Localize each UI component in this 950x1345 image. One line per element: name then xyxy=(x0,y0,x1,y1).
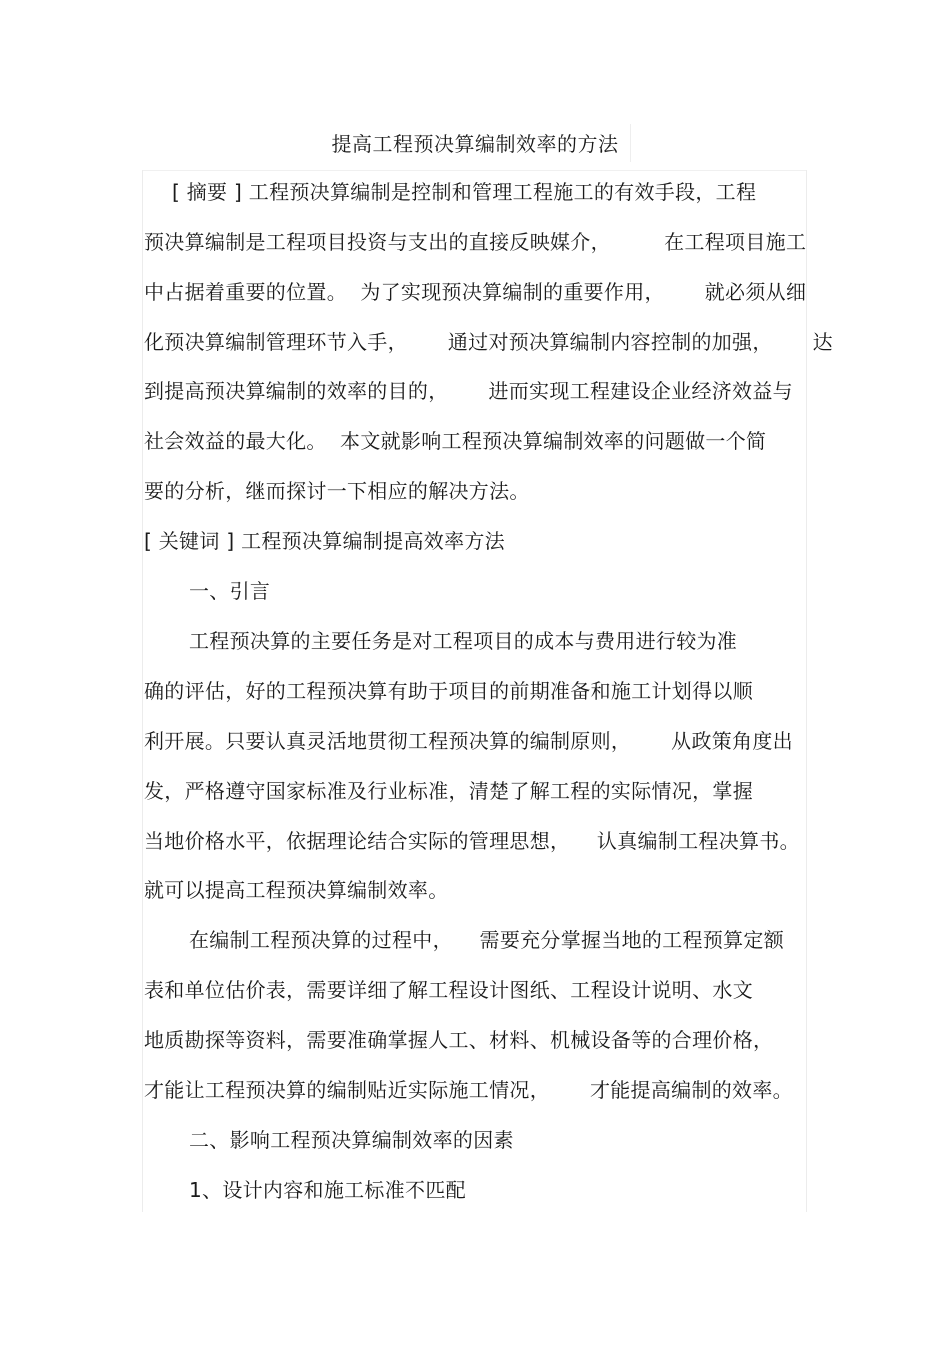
keywords-line: [ 关键词 ] 工程预决算编制提高效率方法 xyxy=(144,529,505,553)
section-heading-2: 二、影响工程预决算编制效率的因素 xyxy=(189,1128,514,1152)
frame-left-line xyxy=(142,170,143,1212)
paragraph-1-line-4: 发，严格遵守国家标准及行业标准，清楚了解工程的实际情况，掌握 xyxy=(144,779,753,803)
abstract-line-7: 要的分析，继而探讨一下相应的解决方法。 xyxy=(144,479,530,503)
subsection-heading-1: 1、设计内容和施工标准不匹配 xyxy=(189,1178,466,1202)
frame-right-line xyxy=(806,170,807,1212)
abstract-line-6: 社会效益的最大化。 本文就影响工程预决算编制效率的问题做一个简 xyxy=(144,429,767,453)
paragraph-2-line-2: 表和单位估价表，需要详细了解工程设计图纸、工程设计说明、水文 xyxy=(144,978,753,1002)
paragraph-1-line-5: 当地价格水平，依据理论结合实际的管理思想， 认真编制工程决算书。 xyxy=(144,829,800,853)
abstract-line-2: 预决算编制是工程项目投资与支出的直接反映媒介， 在工程项目施工 xyxy=(144,230,807,254)
abstract-line-1: [ 摘要 ] 工程预决算编制是控制和管理工程施工的有效手段，工程 xyxy=(172,180,757,204)
paragraph-1-line-1: 工程预决算的主要任务是对工程项目的成本与费用进行较为准 xyxy=(189,629,738,653)
paragraph-2-line-4: 才能让工程预决算的编制贴近实际施工情况， 才能提高编制的效率。 xyxy=(144,1078,793,1102)
paragraph-1-line-3: 利开展。只要认真灵活地贯彻工程预决算的编制原则， 从政策角度出 xyxy=(144,729,793,753)
document-title: 提高工程预决算编制效率的方法 xyxy=(331,132,619,156)
abstract-line-4: 化预决算编制管理环节入手， 通过对预决算编制内容控制的加强， 达 xyxy=(144,330,833,354)
paragraph-1-line-6: 就可以提高工程预决算编制效率。 xyxy=(144,878,449,902)
paragraph-1-line-2: 确的评估，好的工程预决算有助于项目的前期准备和施工计划得以顺 xyxy=(144,679,753,703)
section-heading-1: 一、引言 xyxy=(189,579,271,603)
paragraph-2-line-3: 地质勘探等资料，需要准确掌握人工、材料、机械设备等的合理价格， xyxy=(144,1028,774,1052)
frame-top-line xyxy=(142,170,807,171)
abstract-line-3: 中占据着重要的位置。 为了实现预决算编制的重要作用， 就必须从细 xyxy=(144,280,807,304)
abstract-line-5: 到提高预决算编制的效率的目的， 进而实现工程建设企业经济效益与 xyxy=(144,379,793,403)
paragraph-2-line-1: 在编制工程预决算的过程中， 需要充分掌握当地的工程预算定额 xyxy=(189,928,785,952)
